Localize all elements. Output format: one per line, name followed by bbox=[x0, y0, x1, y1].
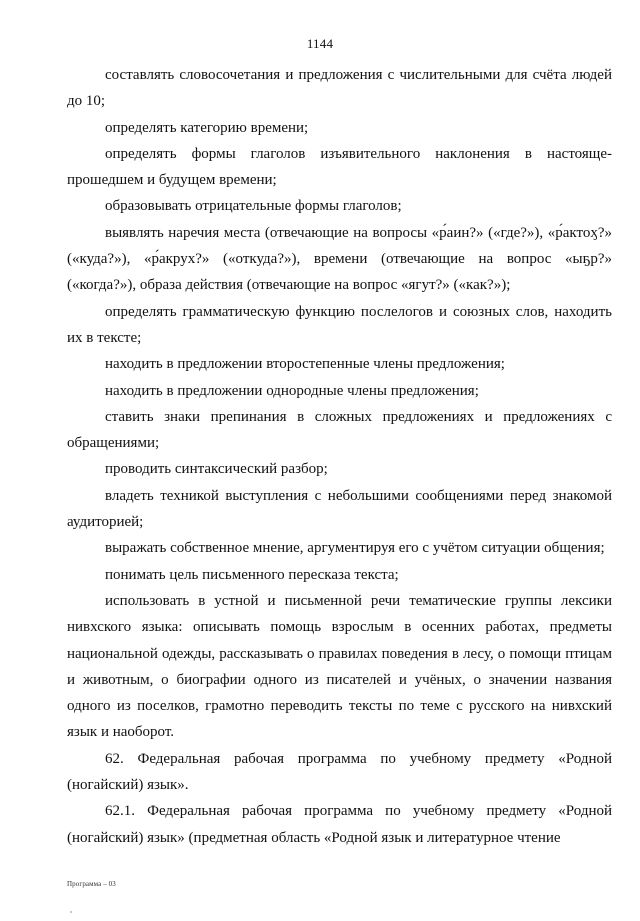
paragraph: составлять словосочетания и предложения с числительными для счёта людей до 10; bbox=[67, 67, 612, 110]
paragraph: определять грамматическую функцию послелогов и союзных слов, находить их в тексте; bbox=[67, 303, 612, 346]
paragraph: понимать цель письменного пересказа текста; bbox=[105, 566, 399, 583]
scan-artifact bbox=[70, 911, 72, 913]
paragraph: владеть техникой выступления с небольшими сообщениями перед знакомой аудиторией; bbox=[67, 487, 612, 531]
paragraph: выражать собственное мнение, аргументируя его с учётом ситуации общения; bbox=[105, 540, 605, 557]
section-heading: 62. Федеральная рабочая программа по учебному предмету «Родной (ногайский) язык». bbox=[67, 750, 612, 794]
paragraph: определять категорию времени; bbox=[105, 119, 309, 136]
paragraph: определять формы глаголов изъявительного наклонения в настояще-прошедшем и будущем времени; bbox=[67, 145, 612, 189]
paragraph: использовать в устной и письменной речи тематические группы лексики нивхского языка: описывать помощь взрослым в осенних работах, предметы национальной одежды, рассказывать о правилах поведения в лесу, о помощи птицам и животным, о биографии одного из писателей и учёных, о значении названия одного из поселков, грамотно переводить тексты по теме с русского на нивхский язык и наоборот. bbox=[67, 592, 612, 741]
paragraph: находить в предложении второстепенные члены предложения; bbox=[105, 356, 505, 373]
paragraph: образовывать отрицательные формы глаголов; bbox=[105, 198, 402, 215]
paragraph: выявлять наречия места (отвечающие на вопросы «р́аин?» («где?»), «р́актоӽ?» («куда?»), «р́акрух?» («откуда?»), времени (отвечающие на вопрос «ыҕр?» («когда?»), образа действия (отвечающие на вопрос «ягут?» («как?»); bbox=[67, 224, 612, 294]
paragraph: проводить синтаксический разбор; bbox=[105, 461, 328, 478]
paragraph: ставить знаки препинания в сложных предложениях и предложениях с обращениями; bbox=[67, 408, 612, 452]
page-number: 1144 bbox=[306, 36, 334, 51]
paragraph: находить в предложении однородные члены предложения; bbox=[105, 382, 479, 399]
document-body bbox=[67, 62, 612, 851]
subsection-paragraph: 62.1. Федеральная рабочая программа по учебному предмету «Родной (ногайский) язык» (предметная область «Родной язык и литературное чтение bbox=[67, 803, 612, 846]
footer-label: Программа – 03 bbox=[67, 880, 116, 888]
